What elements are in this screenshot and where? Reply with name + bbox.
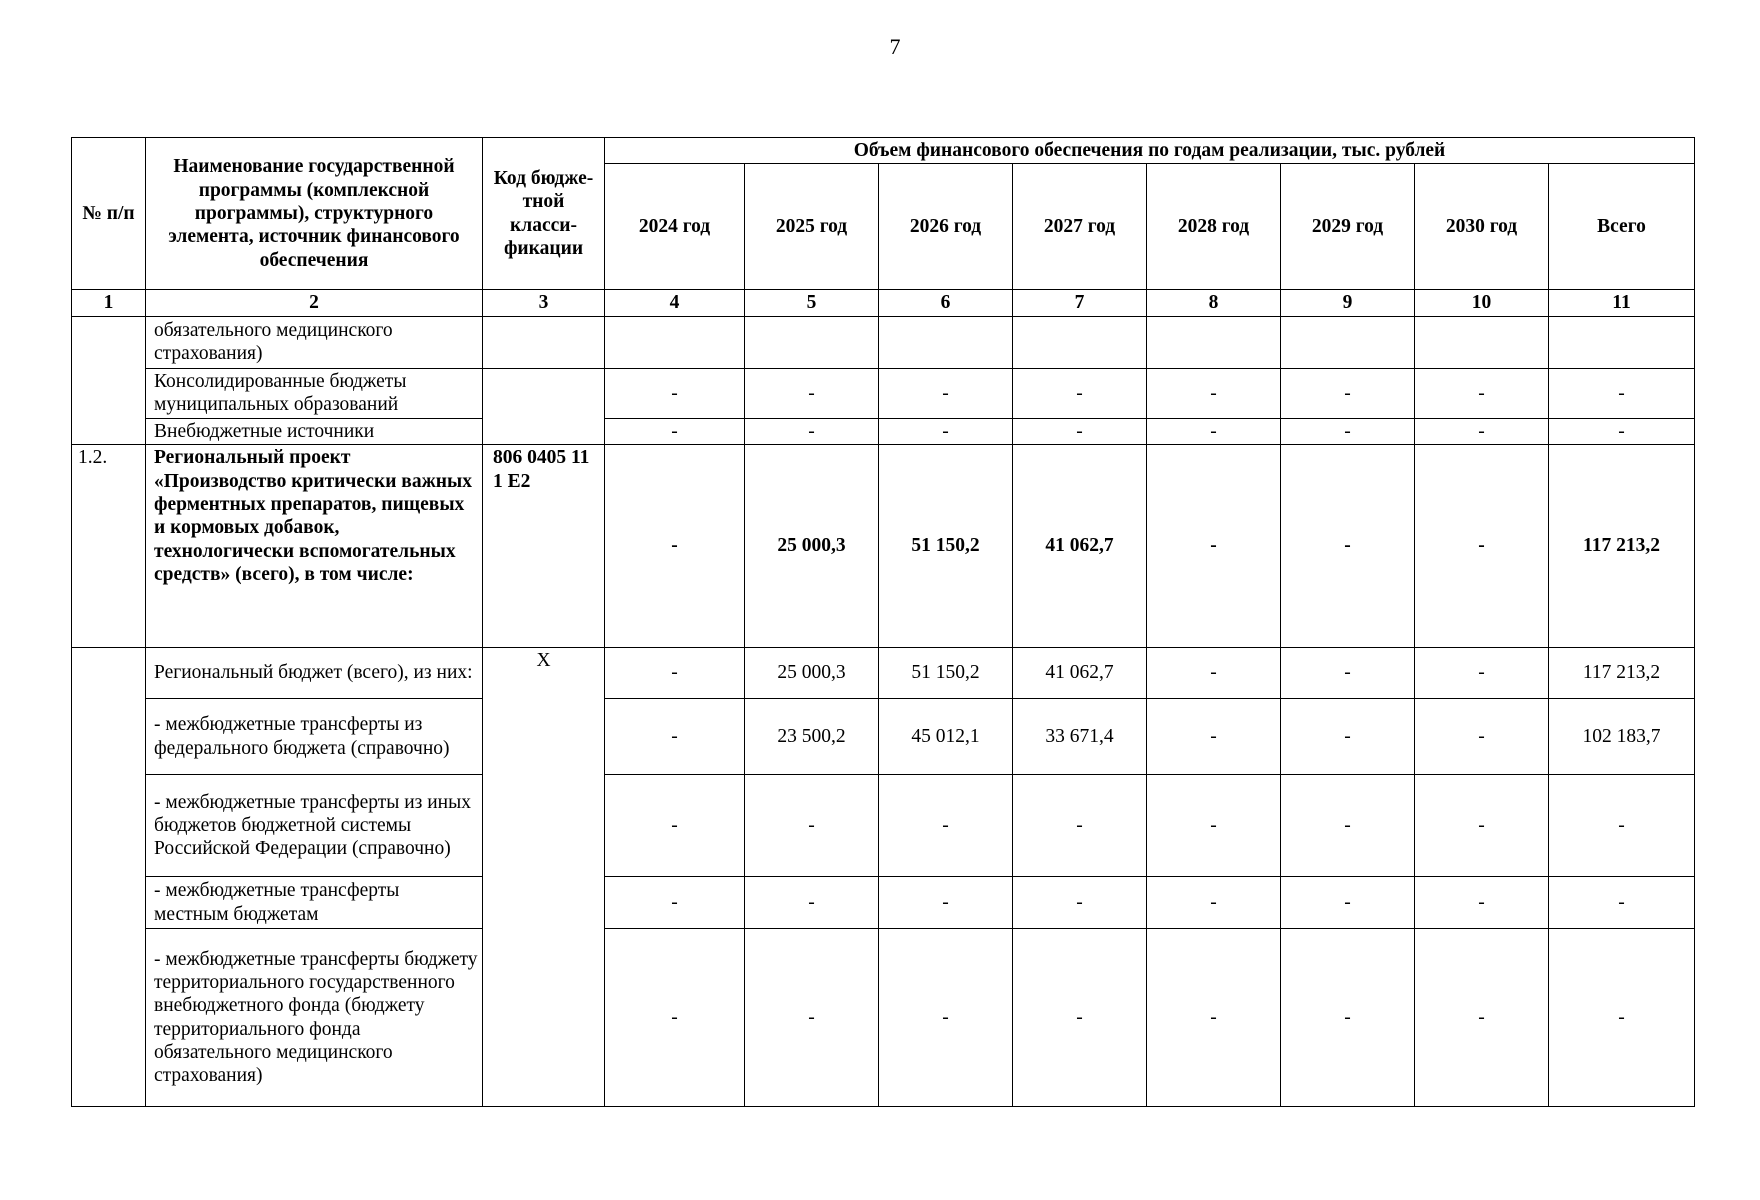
row-value: - xyxy=(1147,418,1281,444)
row-value: - xyxy=(1147,445,1281,648)
row-value: - xyxy=(1147,699,1281,775)
row-name: - межбюджетные трансферты из федерального бюджета (справочно) xyxy=(146,699,483,775)
column-number: 10 xyxy=(1415,290,1549,316)
row-value: 25 000,3 xyxy=(745,648,879,699)
header-volume-title: Объем финансового обеспечения по годам реализации, тыс. рублей xyxy=(605,138,1695,164)
row-value xyxy=(1415,316,1549,368)
row-value: - xyxy=(1549,368,1695,418)
row-value: - xyxy=(1013,929,1147,1107)
financing-table xyxy=(71,137,1695,1107)
row-value: - xyxy=(879,418,1013,444)
row-value: 33 671,4 xyxy=(1013,699,1147,775)
row-value: - xyxy=(1549,418,1695,444)
header-total: Всего xyxy=(1549,164,1695,290)
row-value: 41 062,7 xyxy=(1013,445,1147,648)
header-year: 2024 год xyxy=(605,164,745,290)
header-col-code: Код бюдже-тной класси-фикации xyxy=(483,138,605,290)
row-value: - xyxy=(879,368,1013,418)
table-row xyxy=(72,648,1695,699)
row-value xyxy=(1013,316,1147,368)
row-value: 25 000,3 xyxy=(745,445,879,648)
row-value: - xyxy=(1549,877,1695,929)
row-value: - xyxy=(1415,699,1549,775)
row-value: - xyxy=(605,929,745,1107)
row-value: - xyxy=(1147,877,1281,929)
row-value: 102 183,7 xyxy=(1549,699,1695,775)
column-number: 11 xyxy=(1549,290,1695,316)
header-year: 2025 год xyxy=(745,164,879,290)
row-value: - xyxy=(605,368,745,418)
row-value: - xyxy=(1415,775,1549,877)
row-number xyxy=(72,648,146,1107)
row-value: - xyxy=(1415,368,1549,418)
row-value: - xyxy=(1147,929,1281,1107)
row-value xyxy=(1281,316,1415,368)
row-value: 45 012,1 xyxy=(879,699,1013,775)
column-number: 6 xyxy=(879,290,1013,316)
table-row xyxy=(72,368,1695,418)
row-value: - xyxy=(1281,368,1415,418)
row-name: - межбюджетные трансферты из иных бюджетов бюджетной системы Российской Федерации (справочно) xyxy=(146,775,483,877)
row-value: - xyxy=(1013,877,1147,929)
column-number: 1 xyxy=(72,290,146,316)
row-value: - xyxy=(745,368,879,418)
row-value: - xyxy=(605,877,745,929)
row-value: - xyxy=(1147,368,1281,418)
row-value: 117 213,2 xyxy=(1549,648,1695,699)
column-number: 9 xyxy=(1281,290,1415,316)
row-value: - xyxy=(1281,418,1415,444)
row-name: Консолидированные бюджеты муниципальных образований xyxy=(146,368,483,418)
row-value: - xyxy=(605,445,745,648)
row-value: - xyxy=(1281,648,1415,699)
column-number: 4 xyxy=(605,290,745,316)
row-value: - xyxy=(879,877,1013,929)
row-value xyxy=(879,316,1013,368)
row-code: X xyxy=(483,648,605,1107)
row-value: 41 062,7 xyxy=(1013,648,1147,699)
row-value: - xyxy=(745,877,879,929)
row-value: - xyxy=(879,929,1013,1107)
row-value: - xyxy=(1415,929,1549,1107)
column-number: 5 xyxy=(745,290,879,316)
row-value xyxy=(745,316,879,368)
column-number: 2 xyxy=(146,290,483,316)
row-name: - межбюджетные трансферты бюджету территориального государственного внебюджетного фонда (бюджету территориального фонда обязательного медицинского страхования) xyxy=(146,929,483,1107)
row-value: - xyxy=(1281,445,1415,648)
row-value: - xyxy=(605,418,745,444)
row-name: - межбюджетные трансферты местным бюджетам xyxy=(146,877,483,929)
table-row xyxy=(72,316,1695,368)
header-row-1 xyxy=(72,138,1695,164)
row-value: - xyxy=(605,775,745,877)
row-value: - xyxy=(1147,648,1281,699)
row-name: обязательного медицинского страхования) xyxy=(146,316,483,368)
column-number-row xyxy=(72,290,1695,316)
row-value: - xyxy=(1281,929,1415,1107)
row-value: - xyxy=(745,418,879,444)
header-year: 2030 год xyxy=(1415,164,1549,290)
table-row-project xyxy=(72,445,1695,648)
row-value: - xyxy=(1281,775,1415,877)
row-code xyxy=(483,368,605,444)
row-name: Внебюджетные источники xyxy=(146,418,483,444)
row-value: - xyxy=(745,775,879,877)
row-value: 23 500,2 xyxy=(745,699,879,775)
header-year: 2028 год xyxy=(1147,164,1281,290)
row-value xyxy=(1549,316,1695,368)
column-number: 8 xyxy=(1147,290,1281,316)
row-value: - xyxy=(1013,775,1147,877)
row-value: - xyxy=(1549,775,1695,877)
header-year: 2027 год xyxy=(1013,164,1147,290)
row-value: - xyxy=(745,929,879,1107)
header-year: 2029 год xyxy=(1281,164,1415,290)
row-number: 1.2. xyxy=(72,445,146,648)
row-value: - xyxy=(1415,648,1549,699)
header-col-name: Наименование государственной программы (комплексной программы), структурного элемента, источник финансового обеспечения xyxy=(146,138,483,290)
table-row xyxy=(72,699,1695,775)
row-number xyxy=(72,316,146,444)
row-value: - xyxy=(1549,929,1695,1107)
column-number: 7 xyxy=(1013,290,1147,316)
row-value: - xyxy=(605,699,745,775)
row-value xyxy=(605,316,745,368)
header-year: 2026 год xyxy=(879,164,1013,290)
row-value: - xyxy=(1013,418,1147,444)
row-value: - xyxy=(1147,775,1281,877)
row-value: - xyxy=(1013,368,1147,418)
row-name: Региональный проект «Производство критически важных ферментных препаратов, пищевых и кормовых добавок, технологически вспомогательных средств» (всего), в том числе: xyxy=(146,445,483,648)
row-value: - xyxy=(1415,445,1549,648)
row-value: 117 213,2 xyxy=(1549,445,1695,648)
row-name: Региональный бюджет (всего), из них: xyxy=(146,648,483,699)
column-number: 3 xyxy=(483,290,605,316)
row-value xyxy=(1147,316,1281,368)
row-value: - xyxy=(1415,877,1549,929)
header-col-number: № п/п xyxy=(72,138,146,290)
row-value: - xyxy=(1281,699,1415,775)
table-row xyxy=(72,877,1695,929)
row-value: 51 150,2 xyxy=(879,445,1013,648)
row-code: 806 0405 11 1 Е2 xyxy=(483,445,605,648)
row-code xyxy=(483,316,605,368)
row-value: - xyxy=(1415,418,1549,444)
row-value: - xyxy=(1281,877,1415,929)
table-row xyxy=(72,418,1695,444)
row-value: 51 150,2 xyxy=(879,648,1013,699)
table-row xyxy=(72,929,1695,1107)
row-value: - xyxy=(605,648,745,699)
row-value: - xyxy=(879,775,1013,877)
page-number: 7 xyxy=(889,34,901,59)
table-row xyxy=(72,775,1695,877)
